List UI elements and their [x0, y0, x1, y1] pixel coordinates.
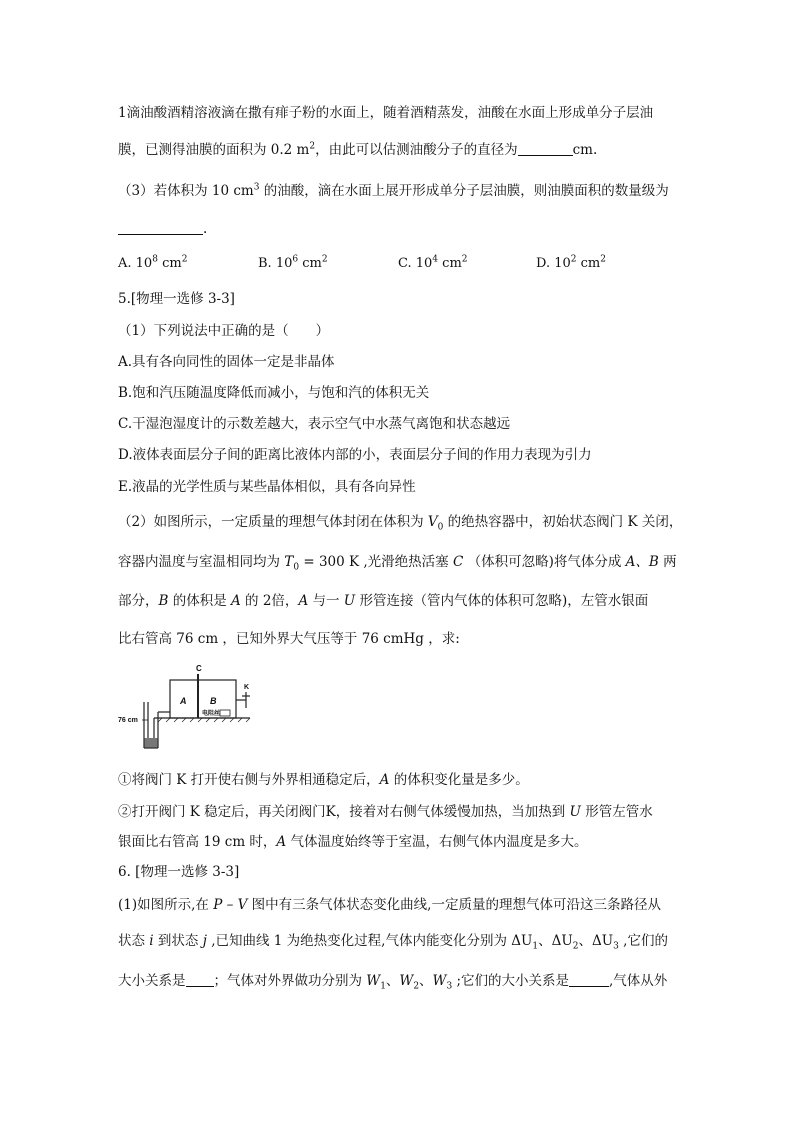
- text-line: 容器内温度与室温相同均为 $T_0 = 300$ K ,光滑绝热活塞 C （体积可忽略)将气体分成 A、B 两: [118, 554, 677, 573]
- text-line: [118, 220, 207, 238]
- text-line: (1)如图所示,在 P – V 图中有三条气体状态变化曲线,一定质量的理想气体可沿这三条路径从: [118, 897, 661, 913]
- text-line: ①将阀门 K 打开使右侧与外界相通稳定后，A 的体积变化量是多少。: [118, 772, 529, 788]
- option-c[interactable]: C. $10^4$ $cm^2$: [398, 254, 468, 271]
- option-b[interactable]: B. $10^6$ $cm^2$: [258, 254, 328, 271]
- label-c: C: [196, 664, 202, 673]
- text-line: 部分，B 的体积是 A 的 2倍，A 与一 U 形管连接（管内气体的体积可忽略)，左管水银面: [118, 593, 649, 609]
- text: （3）若体积为 10 cm: [118, 183, 254, 199]
- label-height: 76 cm: [118, 717, 138, 724]
- text: 1滴油酸酒精溶液滴在撒有痱子粉的水面上，随着酒精蒸发，油酸在水面上形成单分子层油: [118, 105, 654, 121]
- container-diagram: [118, 662, 263, 757]
- text: .: [203, 221, 208, 237]
- text-line: [118, 182, 669, 200]
- choice-e[interactable]: E.液晶的光学性质与某些晶体相似，具有各向异性: [118, 479, 416, 495]
- mercury: [145, 738, 158, 748]
- text-line: 比右管高 76 cm ，已知外界大气压等于 76 cmHg ，求:: [118, 631, 460, 647]
- choice-c[interactable]: C.干湿泡湿度计的示数差越大，表示空气中水蒸气离饱和状态越远: [118, 416, 511, 432]
- resistor: [220, 710, 230, 716]
- text-line: ②打开阀门 K 稳定后，再关闭阀门K，接着对右侧气体缓慢加热，当加热到 U 形管左管水: [118, 804, 653, 820]
- text-line: 大小关系是 ；气体对外界做功分别为 $W_1$、$W_2$、$W_3$ ;它们的大小关系是 ,气体从外: [118, 973, 668, 992]
- label-resistor: 电阻丝: [202, 711, 221, 717]
- option-a[interactable]: A. $10^8$ $cm^2$: [118, 254, 188, 271]
- section-header: 6. [物理一选修 3-3]: [118, 864, 240, 880]
- text: 膜，已测得油膜的面积为 0.2 m: [118, 142, 310, 158]
- choice-a[interactable]: A.具有各向同性的固体一定是非晶体: [118, 354, 335, 370]
- answer-blank[interactable]: [569, 972, 609, 987]
- text: ，由此可以估测油酸分子的直径为: [315, 142, 518, 158]
- label-k: K: [244, 684, 250, 691]
- choice-b[interactable]: B.饱和汽压随温度降低而减小，与饱和汽的体积无关: [118, 385, 430, 401]
- label-a: A: [180, 696, 187, 706]
- text-line: [118, 104, 653, 122]
- question-stem: （1）下列说法中正确的是（ ）: [118, 323, 330, 339]
- section-header: 5.[物理一选修 3-3]: [118, 291, 235, 307]
- label-b: B: [210, 696, 217, 706]
- option-d[interactable]: D. $10^2$ $cm^2$: [536, 254, 606, 271]
- superscript: 3: [253, 182, 260, 193]
- superscript: 2: [309, 141, 316, 152]
- answer-blank[interactable]: [518, 141, 573, 156]
- text: 的油酸，滴在水面上展开形成单分子层油膜，则油膜面积的数量级为: [259, 183, 669, 199]
- text-line: 状态 i 到状态 j ,已知曲线 1 为绝热变化过程,气体内能变化分别为 $\Delta U_1$、$\Delta U_2$、$\Delta U_3$ ,它们的: [118, 933, 668, 952]
- answer-blank[interactable]: [118, 220, 203, 235]
- text-line: （2）如图所示，一定质量的理想气体封闭在体积为 $V_0$ 的绝热容器中，初始状态阀门 K 关闭，: [118, 514, 683, 533]
- text: cm.: [572, 142, 598, 158]
- text-line: [118, 141, 597, 159]
- text-line: 银面比右管高 19 cm 时，A 气体温度始终等于室温，右侧气体内温度是多大。: [118, 834, 588, 850]
- choice-d[interactable]: D.液体表面层分子间的距离比液体内部的小，表面层分子间的作用力表现为引力: [118, 447, 592, 463]
- answer-blank[interactable]: [186, 972, 214, 987]
